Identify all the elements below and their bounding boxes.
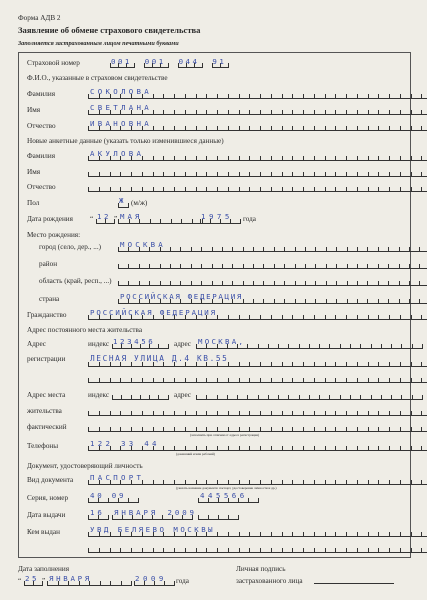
district-label: район xyxy=(39,260,58,268)
fill-day-value: 25 xyxy=(25,574,39,583)
doc-issue-label: Дата выдачи xyxy=(27,511,66,519)
birth-year-suffix: года xyxy=(243,215,257,223)
sex-label: Пол xyxy=(27,199,40,207)
residence-line2-field[interactable] xyxy=(88,408,400,415)
birth-month-value: МАЯ xyxy=(120,212,143,221)
doc-number-value: 445566 xyxy=(200,491,248,500)
residence-label-1: Адрес места xyxy=(27,391,66,399)
doc-kind-note: (указать название документа: паспорт, удостоверение личности и др.) xyxy=(176,486,277,490)
phones-label: Телефоны xyxy=(27,442,59,450)
insurance-number-label: Страховой номер xyxy=(27,59,80,67)
citizenship-label: Гражданство xyxy=(27,311,67,319)
birth-day-value: 12 xyxy=(97,212,111,221)
phones-note: (домашний и/или рабочий) xyxy=(176,452,215,456)
address-label-2: регистрации xyxy=(27,355,66,363)
region-label: область (край, респ., ...) xyxy=(39,277,112,285)
form-code: Форма АДВ 2 xyxy=(18,14,61,22)
birth-date-label: Дата рождения xyxy=(27,215,73,223)
address-index-value: 123456 xyxy=(113,337,156,346)
address-index-label: индекс xyxy=(88,340,110,348)
residence-index-label: индекс xyxy=(88,391,110,399)
address-addr-value: МОСКВА, xyxy=(198,337,246,346)
doc-kind-label: Вид документа xyxy=(27,476,74,484)
new-name-field[interactable] xyxy=(88,169,400,176)
residence-actual-label: фактический xyxy=(27,423,67,431)
name-label: Имя xyxy=(27,106,41,114)
fill-date-label: Дата заполнения xyxy=(18,565,70,573)
doc-kind-value: ПАСПОРТ xyxy=(90,473,145,482)
new-patronymic-field[interactable] xyxy=(88,184,400,191)
form-title: Заявление об обмене страхового свидетельства xyxy=(18,25,201,35)
birthplace-heading: Место рождения: xyxy=(27,231,81,239)
phones-value: 122 33 44 xyxy=(90,439,160,448)
new-data-heading: Новые анкетные данные (указать только изменившиеся данные) xyxy=(27,137,224,145)
sex-hint: (м/ж) xyxy=(131,199,148,207)
residence-actual-note: (заполнить при отличии от адреса регистрации) xyxy=(190,433,260,437)
region-field[interactable] xyxy=(118,278,400,285)
doc-issue-year-field[interactable] xyxy=(198,512,239,519)
doc-series-label: Серия, номер xyxy=(27,494,69,502)
birth-year-value: 1975 xyxy=(201,212,233,221)
signature-line[interactable] xyxy=(314,583,394,584)
doc-issued-by-value: УВД БЕЛЯЕВО МОСКВЫ xyxy=(90,525,216,534)
fio-heading: Ф.И.О., указанные в страховом свидетельстве xyxy=(27,74,168,82)
residence-index-field[interactable] xyxy=(112,392,169,399)
new-patronymic-label: Отчество xyxy=(27,183,56,191)
city-label: город (село, дер., ...) xyxy=(39,243,102,251)
birth-date-open-quote: “ xyxy=(90,215,94,223)
country-value: РОССИЙСКАЯ ФЕДЕРАЦИЯ xyxy=(120,292,243,301)
country-label: страна xyxy=(39,295,60,303)
address-label: Адрес xyxy=(27,340,47,348)
signature-label-1: Личная подпись xyxy=(236,565,286,573)
new-name-label: Имя xyxy=(27,168,41,176)
patronymic-value: ИВАНОВНА xyxy=(90,119,152,128)
district-field[interactable] xyxy=(118,261,400,268)
birth-date-close-quote: ” xyxy=(114,215,118,223)
doc-series-value: 40 09 xyxy=(90,491,127,500)
document-heading: Документ, удостоверяющий личность xyxy=(27,462,143,470)
doc-issued-by-field-2[interactable] xyxy=(88,545,400,552)
doc-issued-by-label: Кем выдан xyxy=(27,528,60,536)
address-line2-value: ЛЕСНАЯ УЛИЦА Д.4 КВ.55 xyxy=(90,354,229,363)
residence-addr-label: адрес xyxy=(174,391,192,399)
new-surname-value: АКУЛОВА xyxy=(90,149,145,158)
doc-issue-value: 16 ЯНВАРЯ 2009 xyxy=(90,508,197,517)
patronymic-label: Отчество xyxy=(27,122,56,130)
address-heading: Адрес постоянного места жительства xyxy=(27,326,143,334)
name-value: СВЕТЛАНА xyxy=(90,103,152,112)
surname-value: СОКОЛОВА xyxy=(90,87,152,96)
sex-value: Ж xyxy=(119,196,124,205)
city-value: МОСКВА xyxy=(120,240,166,249)
fill-date-close-quote: ” xyxy=(42,577,46,585)
residence-label-2: жительства xyxy=(27,407,62,415)
surname-label: Фамилия xyxy=(27,90,56,98)
form-subtitle: Заполняется застрахованным лицом печатными буквами xyxy=(18,40,179,47)
fill-date-open-quote: “ xyxy=(18,577,22,585)
address-line3-field[interactable] xyxy=(88,375,400,382)
fill-year-suffix: года xyxy=(176,577,190,585)
fill-month-value: ЯНВАРЯ xyxy=(49,574,92,583)
residence-addr-field[interactable] xyxy=(196,392,400,399)
address-addr-label: адрес xyxy=(174,340,192,348)
insurance-number-value: 001 001 044 91 xyxy=(111,57,227,66)
citizenship-value: РОССИЙСКАЯ ФЕДЕРАЦИЯ xyxy=(90,308,217,317)
signature-label-2: застрахованного лица xyxy=(236,577,303,585)
residence-line3-field[interactable] xyxy=(88,424,400,431)
fill-year-value: 2009 xyxy=(135,574,167,583)
new-surname-label: Фамилия xyxy=(27,152,56,160)
